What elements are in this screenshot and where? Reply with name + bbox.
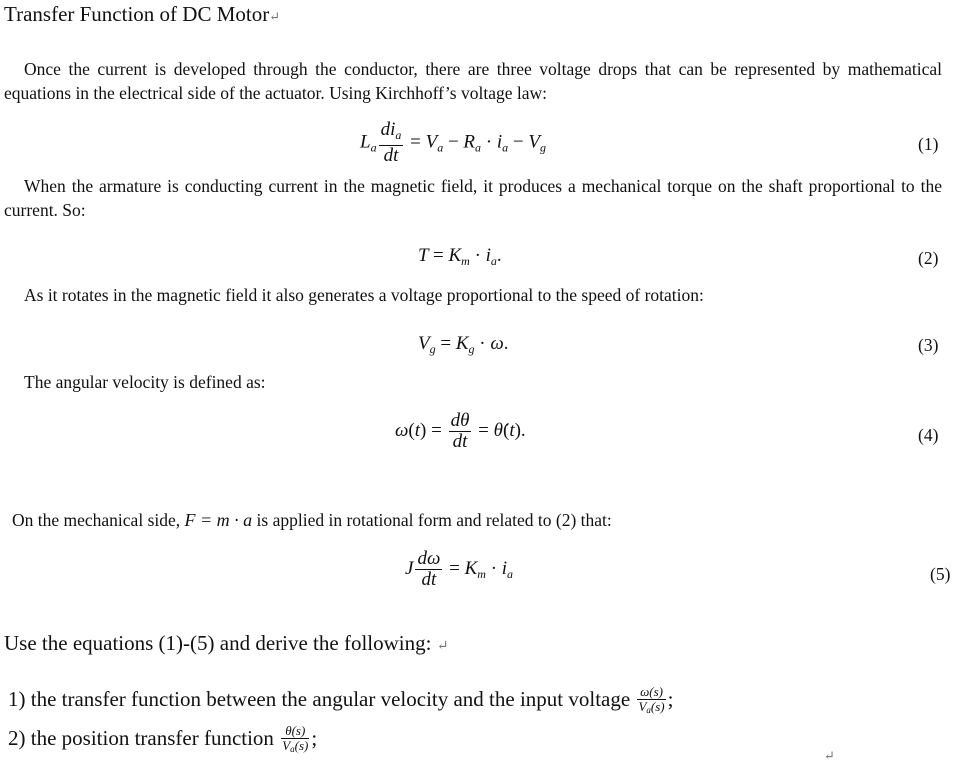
return-mark-icon: ↵ <box>436 639 449 654</box>
return-mark-icon: ↵ <box>824 748 835 763</box>
task-intro: Use the equations (1)-(5) and derive the following: ↵ <box>4 631 449 655</box>
equation-number-2: (2) <box>918 248 939 268</box>
equation-number-5: (5) <box>930 564 951 584</box>
fraction-theta-over-va: $\frac{\theta(s)}{V_a(s)}$ <box>282 723 309 754</box>
page-title: Transfer Function of DC Motor↵ <box>4 2 281 26</box>
paragraph-back-emf: As it rotates in the magnetic field it also generates a voltage proportional to the speed of rotation: <box>24 285 704 305</box>
fraction-omega-over-va: $\frac{\omega(s)}{V_a(s)}$ <box>638 684 665 715</box>
equation-number-1: (1) <box>918 134 939 154</box>
task-item-1: 1) the transfer function between the angular velocity and the input voltage $\frac{\omega(s)}{V_a(s)}$ ; <box>8 684 674 715</box>
return-mark-icon: ↵ <box>269 9 281 24</box>
equation-2: $T = K_m \cdot i_a$. <box>418 245 502 268</box>
paragraph-kirchhoff: Once the current is developed through the conductor, there are three voltage drops that can be represented by mathematical equations in the electrical side of the actuator. Using Kirchhoff’s voltage law: <box>4 59 942 103</box>
paragraph-angular-velocity: The angular velocity is defined as: <box>24 372 266 392</box>
paragraph-mechanical: On the mechanical side, F = m · a is applied in rotational form and related to (2) that: <box>12 510 612 530</box>
equation-number-4: (4) <box>918 425 939 445</box>
equation-3: $V_g = K_g \cdot \omega$. <box>418 333 509 356</box>
equation-1: $L_a$ $\frac{di_a}{dt}$ = $V_a - R_a \cdot i_a - V_g$ <box>360 119 546 166</box>
equation-5: J $\frac{d\omega}{dt}$ = $K_m \cdot i_a$ <box>405 548 514 590</box>
inline-equation-newton: F = m · a <box>184 510 253 530</box>
paragraph-torque: When the armature is conducting current in the magnetic field, it produces a mechanical torque on the shaft proportional to the current. So: <box>4 176 942 220</box>
equation-4: ω(t) = $\frac{d\theta}{dt}$ = θ̇(t). <box>395 410 526 452</box>
equation-number-3: (3) <box>918 335 939 355</box>
task-item-2: 2) the position transfer function $\frac{\theta(s)}{V_a(s)}$ ; <box>8 723 318 754</box>
